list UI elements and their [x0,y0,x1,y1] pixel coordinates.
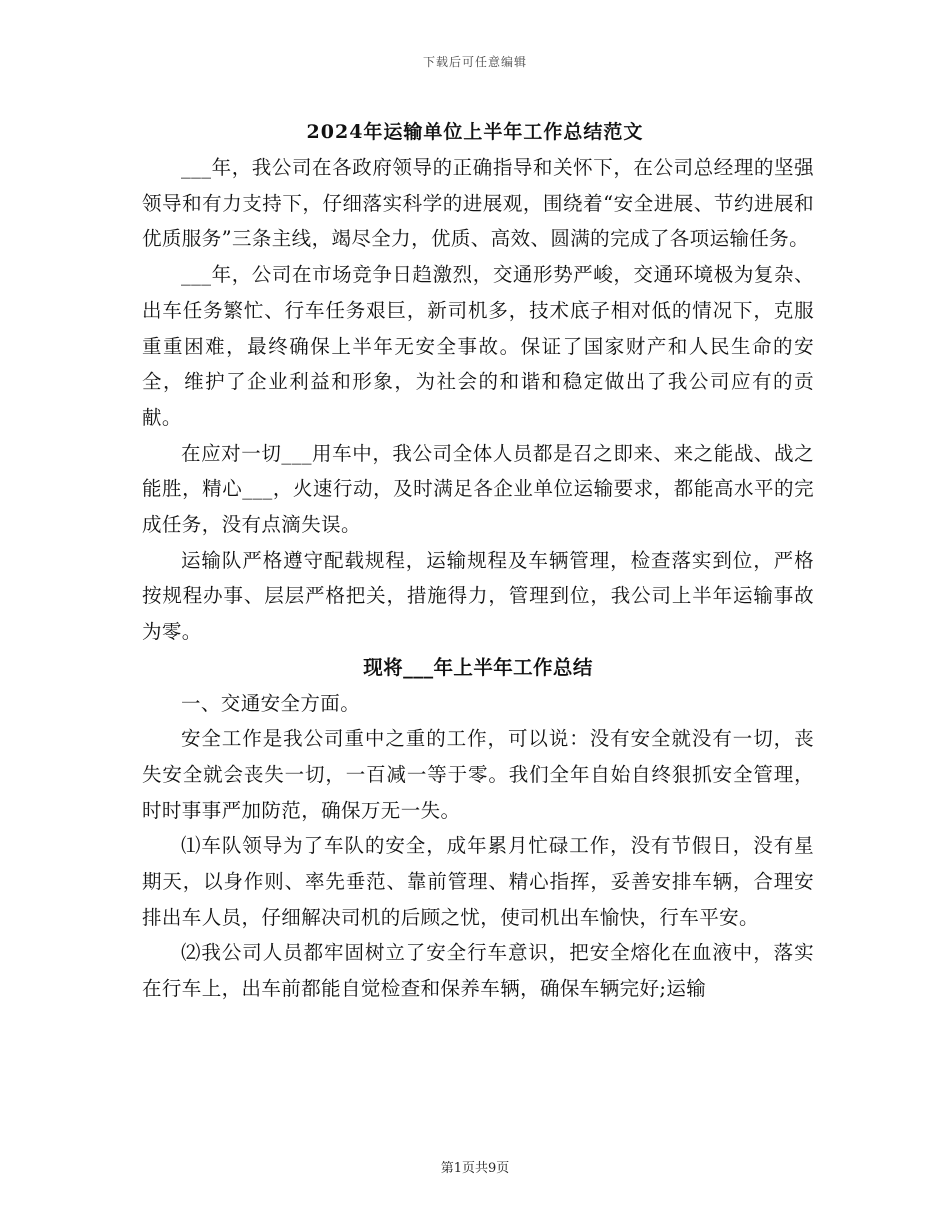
body-paragraph: 在应对一切___用车中，我公司全体人员都是召之即来、来之能战、战之能胜，精心___，火速行动，及时满足各企业单位运输要求，都能高水平的完成任务，没有点滴失误。 [142,441,814,537]
subsection-heading: 一、交通安全方面。 [181,691,361,715]
body-paragraph: 运输队严格遵守配载规程，运输规程及车辆管理，检查落实到位，严格按规程办事、层层严格把关，措施得力，管理到位，我公司上半年运输事故为零。 [142,548,814,644]
header-note: 下载后可任意编辑 [422,55,527,69]
body-paragraph: ___年，我公司在各政府领导的正确指导和关怀下，在公司总经理的坚强领导和有力支持下，仔细落实科学的进展观，围绕着“安全进展、节约进展和优质服务”三条主线，竭尽全力，优质、高效、圆满的完成了各项运输任务。 [142,156,814,251]
body-paragraph: ⑵我公司人员都牢固树立了安全行车意识，把安全熔化在血液中，落实在行车上，出车前都能自觉检查和保养车辆，确保车辆完好;运输 [142,941,814,1001]
document-title: 2024年运输单位上半年工作总结范文 [306,121,644,143]
body-paragraph: ⑴车队领导为了车队的安全，成年累月忙碌工作，没有节假日，没有星期天，以身作则、率先垂范、靠前管理、精心指挥，妥善安排车辆，合理安排出车人员，仔细解决司机的后顾之忧，使司机出车愉快，行车平安。 [142,834,814,929]
body-paragraph: ___年，公司在市场竞争日趋激烈，交通形势严峻，交通环境极为复杂、出车任务繁忙、行车任务艰巨，新司机多，技术底子相对低的情况下，克服重重困难，最终确保上半年无安全事故。保证了国家财产和人民生命的安全，维护了企业利益和形象，为社会的和谐和稳定做出了我公司应有的贡献。 [142,263,814,429]
section-heading: 现将___年上半年工作总结 [363,655,593,679]
page-number: 第1页共9页 [440,1161,510,1176]
body-paragraph: 安全工作是我公司重中之重的工作，可以说：没有安全就没有一切，丧失安全就会丧失一切，一百减一等于零。我们全年自始自终狠抓安全管理，时时事事严加防范，确保万无一失。 [142,727,814,822]
document-body [142,150,814,1007]
